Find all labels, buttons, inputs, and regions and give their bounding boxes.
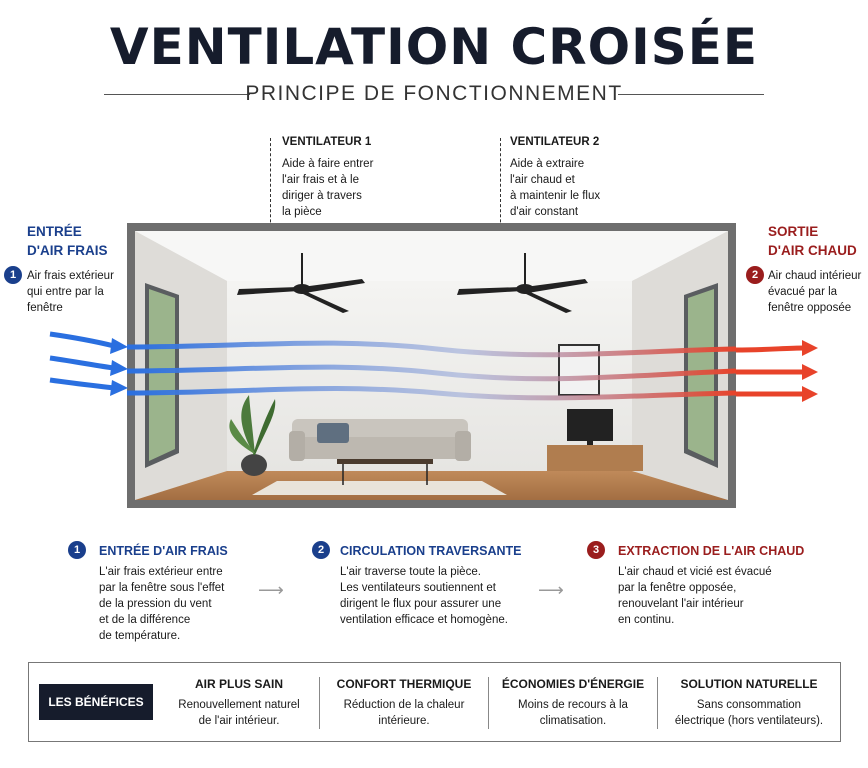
benefit-divider (657, 677, 658, 729)
step-1-line: L'air frais extérieur entre (99, 566, 223, 578)
tv-stand (547, 445, 643, 471)
step-arrow-icon: ⟶ (258, 580, 284, 600)
step-1-title: ENTRÉE D'AIR FRAIS (99, 544, 228, 558)
air-inlet-line: fenêtre (27, 302, 63, 314)
fan-2-title: VENTILATEUR 2 (510, 136, 600, 148)
fan-2-line: l'air chaud et (510, 174, 575, 186)
inlet-arrow (50, 380, 114, 388)
step-3-number-badge: 3 (587, 541, 605, 559)
step-1-line: par la fenêtre sous l'effet (99, 582, 225, 594)
benefit-line: Moins de recours à la (518, 699, 628, 711)
step-2-title: CIRCULATION TRAVERSANTE (340, 544, 522, 558)
air-outlet-number-badge: 2 (746, 266, 764, 284)
fan-2-line: Aide à extraire (510, 158, 585, 170)
coffee-table (337, 459, 433, 464)
air-outlet-title-line: D'AIR CHAUD (768, 243, 857, 258)
fan-1-title: VENTILATEUR 1 (282, 136, 372, 148)
step-3-line: en continu. (618, 614, 675, 626)
outlet-arrow (736, 348, 804, 350)
benefit-item (159, 677, 319, 729)
benefit-line: Sans consommation (696, 699, 802, 711)
step-3-line: L'air chaud et vicié est évacué (618, 566, 772, 578)
fan-1-line: Aide à faire entrer (282, 158, 374, 170)
air-outlet-description (768, 268, 861, 316)
step-2-description (340, 564, 508, 628)
benefit-line: de l'air intérieur. (198, 715, 280, 727)
benefits-label: LES BÉNÉFICES (39, 684, 153, 720)
benefit-divider (488, 677, 489, 729)
step-2-line: dirigent le flux pour assurer une (340, 598, 502, 610)
inlet-arrow (50, 358, 114, 368)
benefit-title: SOLUTION NATURELLE (680, 677, 818, 691)
benefit-line: climatisation. (539, 715, 607, 727)
air-inlet-description (27, 268, 114, 316)
sofa (289, 419, 471, 461)
benefit-title: ÉCONOMIES D'ÉNERGIE (501, 677, 645, 691)
benefit-item (321, 677, 487, 729)
step-2-number-badge: 2 (312, 541, 330, 559)
benefit-line: électrique (hors ventilateurs). (674, 715, 824, 727)
air-inlet-number-badge: 1 (4, 266, 22, 284)
benefit-title: AIR PLUS SAIN (194, 677, 283, 691)
step-3-line: par la fenêtre opposée, (618, 582, 737, 594)
benefit-line: intérieure. (378, 715, 430, 727)
rug (252, 481, 507, 495)
page-subtitle: PRINCIPE DE FONCTIONNEMENT (245, 82, 623, 105)
benefit-item (490, 677, 656, 729)
step-1-line: de température. (99, 630, 181, 642)
left-window-view (149, 289, 175, 461)
fan-1-line: l'air frais et à le (282, 174, 359, 186)
room-illustration (127, 223, 736, 508)
air-outlet-title-line: SORTIE (768, 224, 819, 239)
step-3-line: renouvelant l'air intérieur (618, 598, 744, 610)
benefit-divider (319, 677, 320, 729)
air-inlet-line: Air frais extérieur (27, 270, 114, 282)
air-outlet-line: évacué par la (768, 286, 838, 298)
air-inlet-line: qui entre par la (27, 286, 104, 298)
benefit-line: Renouvellement naturel (178, 699, 300, 711)
fan-1-line: diriger à travers (282, 190, 362, 202)
fan-2-line: d'air constant (510, 206, 579, 218)
step-2-line: Les ventilateurs soutiennent et (340, 582, 496, 594)
air-outlet-line: fenêtre opposée (768, 302, 852, 314)
page-title: VENTILATION CROISÉE (109, 18, 759, 76)
benefit-item (659, 677, 839, 729)
step-arrow-icon: ⟶ (538, 580, 564, 600)
outlet-arrows (736, 336, 820, 408)
step-1-description (99, 564, 224, 644)
benefit-line: Réduction de la chaleur (343, 699, 465, 711)
step-1-line: de la pression du vent (99, 598, 212, 610)
inlet-arrow (50, 334, 114, 346)
fan-1-label (282, 134, 373, 220)
room-scene (127, 223, 736, 508)
step-2-line: ventilation efficace et homogène. (340, 614, 508, 626)
step-2-line: L'air traverse toute la pièce. (340, 566, 481, 578)
air-inlet-title-line: ENTRÉE (27, 224, 82, 239)
fan-2-line: à maintenir le flux (510, 190, 601, 202)
air-inlet-title-line: D'AIR FRAIS (27, 243, 108, 258)
step-1-line: et de la différence (99, 614, 191, 626)
step-1-number-badge: 1 (68, 541, 86, 559)
benefit-title: CONFORT THERMIQUE (336, 677, 472, 691)
television (567, 409, 613, 441)
inlet-arrows (48, 318, 130, 398)
fan-2-label (510, 134, 600, 220)
air-outlet-line: Air chaud intérieur (768, 270, 862, 282)
fan-1-line: la pièce (282, 206, 322, 218)
air-inlet-title (27, 222, 107, 260)
ceiling (135, 231, 728, 281)
step-3-title: EXTRACTION DE L'AIR CHAUD (618, 544, 805, 558)
step-3-description (618, 564, 772, 628)
air-outlet-title (768, 222, 857, 260)
benefits-panel (28, 662, 841, 742)
